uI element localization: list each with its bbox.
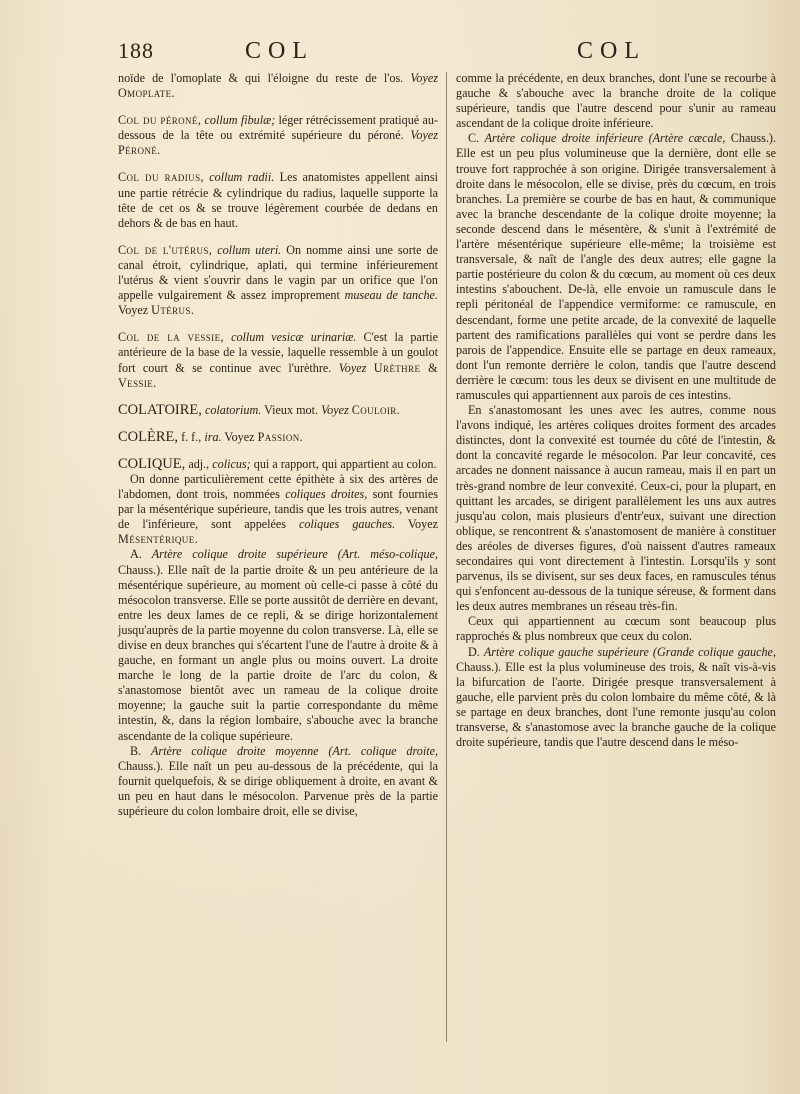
entry-headword: Col de la vessie, bbox=[118, 330, 224, 345]
cross-reference[interactable]: Couloir. bbox=[351, 402, 401, 417]
subentry-b: B. Artère colique droite moyenne (Art. colique droite, Chauss.). Elle naît un peu au-dessous de la précédente, qui la fournit quelquefois, & se dirige obliquement à droite, en avant & un peu en haut dans le mésocolon. Parvenue près de la partie supérieure du colon lombaire droit, elle se divise, bbox=[118, 743, 438, 819]
entry-headword: Col du péroné, bbox=[118, 113, 202, 128]
cross-reference[interactable]: Mésentérique. bbox=[118, 532, 199, 547]
left-running-head: COL bbox=[245, 38, 314, 64]
right-running-head: COL bbox=[577, 38, 646, 64]
left-column bbox=[118, 71, 438, 819]
running-header bbox=[118, 38, 773, 70]
entry-colere: COLÈRE, f. f., ira. Voyez Passion. bbox=[118, 428, 304, 445]
subentry-a: A. Artère colique droite supérieure (Art. méso-colique, Chauss.). Elle naît de la partie droite & un peu antérieure de la mésentérique supérieure, au moment où celle-ci passe à côté du mésocolon transverse. Elle se porte aussitôt de derrière en devant, entre les deux lames de ce repli, & se dirige horizontalement jusqu'auprès de la partie moyenne du colon transverse. Là, elle se divise en deux branches qui s'écartent l'une de l'autre à droite & à gauche, en formant un angle plus ou moins ouvert. La droite marche le long de la partie droite de l'arc du colon, & s'anastomose bientôt avec un rameau de la colique droite moyenne; la gauche suit la partie correspondante du même intestin, &, dans la région lombaire, s'abouche avec la branche ascendante de la colique supérieure. bbox=[118, 547, 438, 743]
entry-headword: Col du radius, bbox=[118, 170, 204, 185]
right-column bbox=[456, 71, 776, 750]
entry-colique: COLIQUE, adj., colicus; qui a rapport, qui appartient au colon. On donne particulièrement cette épithète à six des artères de l'abdomen, dont trois, nommées coliques droites, sont fournies par la mésentérique supérieure, tandis que les trois autres, venant de l'inférieure, sont appelées coliques gauches. Voyez Mésentérique. A. Artère colique droite supérieure (Art. méso-colique, Chauss.). Elle naît de la partie droite & un peu antérieure de la mésentérique supérieure, au moment où celle-ci passe à côté du mésocolon transverse. Elle se porte aussitôt de derrière en devant, entre les deux lames de ce repli, & se dirige horizontalement jusqu'auprès de la partie moyenne du colon transverse. Là, elle se divise en deux branches qui s'écartent l'une de l'autre à droite & à gauche, en formant un angle plus ou moins ouvert. La droite marche le long de la partie droite de l'arc du colon, & s'anastomose bientôt avec un rameau de la colique droite moyenne; la gauche suit la partie correspondante du même intestin, &, dans la région lombaire, s'abouche avec la branche ascendante de la colique supérieure. B. Artère colique droite moyenne (Art. colique droite, Chauss.). Elle naît un peu au-dessous de la précédente, qui la fournit quelquefois, & se dirige obliquement à droite, en avant & un peu en haut dans le mésocolon. Parvenue près de la partie supérieure du colon lombaire droit, elle se divise, bbox=[118, 455, 438, 819]
entry-col-du-perone: Col du péroné, collum fibulæ; léger rétrécissement pratiqué au-dessous de la tête ou extrémité supérieure du péroné. Voyez Péroné. bbox=[118, 113, 438, 158]
paragraph: comme la précédente, en deux branches, dont l'une se recourbe à gauche & s'abouche avec la branche droite de la colique supérieure, tandis que l'autre descend pour s'unir au rameau ascendant de la colique droite inférieure. bbox=[456, 71, 776, 131]
page-number: 188 bbox=[118, 38, 154, 63]
paragraph: Ceux qui appartiennent au cœcum sont beaucoup plus rapprochés & plus nombreux que ceux du colon. bbox=[456, 614, 776, 644]
cross-reference[interactable]: Péroné. bbox=[118, 143, 161, 158]
entry-headword: COLIQUE, bbox=[118, 455, 186, 472]
cross-reference[interactable]: Utérus. bbox=[151, 303, 195, 318]
cross-reference[interactable]: Omoplate. bbox=[118, 86, 175, 101]
entry-colatoire: COLATOIRE, colatorium. Vieux mot. Voyez Couloir. bbox=[118, 401, 401, 418]
paragraph: En s'anastomosant les unes avec les autres, comme nous l'avons indiqué, les artères coliques droites forment des arcades distinctes, dont la convexité est tournée du côté de l'intestin, & dont la concavité regarde le mésocolon. Par leur concavité, ces arcades ne donnent naissance à aucun rameau, mais il en part un très-grand nombre de leur convexité. Ceux-ci, pour la plupart, en quittant les arcades, se dirigent parallèlement les uns aux autres jusqu'au colon, mais plusieurs d'entr'eux, suivant une direction oblique, se rencontrent & s'anastomosent de manière à constituer des aréoles de diverses figures, d'où naissent d'autres rameaux secondaires qui vont directement à l'intestin. Lorsqu'ils y sont parvenus, ils se divisent, sur ses deux faces, en ramuscules ténus qui s'enfoncent au-dessous de la tunique séreuse, & forment dans les deux autres membranes un réseau très-fin. bbox=[456, 403, 776, 614]
subentry-d: D. Artère colique gauche supérieure (Grande colique gauche, Chauss.). Elle est la plus volumineuse des trois, & naît vis-à-vis la bifurcation de l'aorte. Dirigée presque transversalement à gauche, elle parvient près du colon lombaire du même côté, & là se partage en deux branches, dont l'une remonte jusqu'au colon transverse, & s'anastomose avec la branche gauche de la colique droite supérieure, tandis que l'autre descend dans le méso- bbox=[456, 644, 776, 750]
entry-headword: Col de l'utérus, bbox=[118, 242, 213, 257]
paragraph: On donne particulièrement cette épithète à six des artères de l'abdomen, dont trois, nommées coliques droites, sont fournies par la mésentérique supérieure, tandis que les trois autres, venant de l'inférieure, sont appelées coliques gauches. Voyez Mésentérique. bbox=[118, 471, 438, 547]
column-divider bbox=[446, 72, 447, 1042]
entry-headword: COLATOIRE, bbox=[118, 401, 202, 418]
entry-col-de-l-uterus: Col de l'utérus, collum uteri. On nomme ainsi une sorte de canal étroit, cylindrique, aplati, qui termine inférieurement l'utérus & vient s'ouvrir dans le vagin par un orifice que l'on appelle vulgairement & assez improprement museau de tanche. Voyez Utérus. bbox=[118, 242, 438, 318]
entry-col-de-la-vessie: Col de la vessie, collum vesicæ urinariæ. C'est la partie antérieure de la base de la vessie, laquelle ressemble à un goulot fort court & se continue avec l'urèthre. Voyez Urèthre & Vessie. bbox=[118, 330, 438, 390]
subentry-c: C. Artère colique droite inférieure (Artère cæcale, Chauss.). Elle est un peu plus volumineuse que la dernière, dont elle se trouve fort rapprochée à son origine. Dirigée transversalement à droite dans le mésocolon, elle se divise, près du cœcum, en trois branches. La première se courbe de bas en haut, & communique avec la branche descendante de la colique droite moyenne; la seconde descend dans le mésentère, & s'unit à l'extrémité de l'artère mésentérique supérieure elle-même; la troisième est transversale, & naît de l'angle des deux autres; elle gagne la partie postérieure du colon & du cœcum, au moment où ces deux intestins s'abouchent. De-là, elle envoie un ramuscule dans le repli péritonéal de l'appendice vermiforme: ce ramuscule, en descendant, forme une petite arcade, de la convexité de laquelle partent des ramifications parallèles qui vont se perdre dans les parois de l'appendice. Ensuite elle se partage en deux rameaux, dont l'un remonte derrière le colon, tandis que l'autre descend derrière le cœcum: tous les deux se divisent en une multitude de ramuscules qui appartiennent aux parois de ces intestins. bbox=[456, 131, 776, 402]
entry-headword: COLÈRE, bbox=[118, 428, 179, 445]
entry-col-du-radius: Col du radius, collum radii. Les anatomistes appellent ainsi une partie rétrécie & cylindrique du radius, laquelle supporte la tête de cet os & se trouve légèrement courbée de dedans en dehors & de bas en haut. bbox=[118, 170, 438, 230]
entry-omoplate-tail: noïde de l'omoplate & qui l'éloigne du reste de l'os. Voyez Omoplate. bbox=[118, 71, 438, 101]
cross-reference[interactable]: Passion. bbox=[257, 429, 304, 444]
cross-reference[interactable]: Urèthre & Vessie. bbox=[118, 360, 438, 390]
